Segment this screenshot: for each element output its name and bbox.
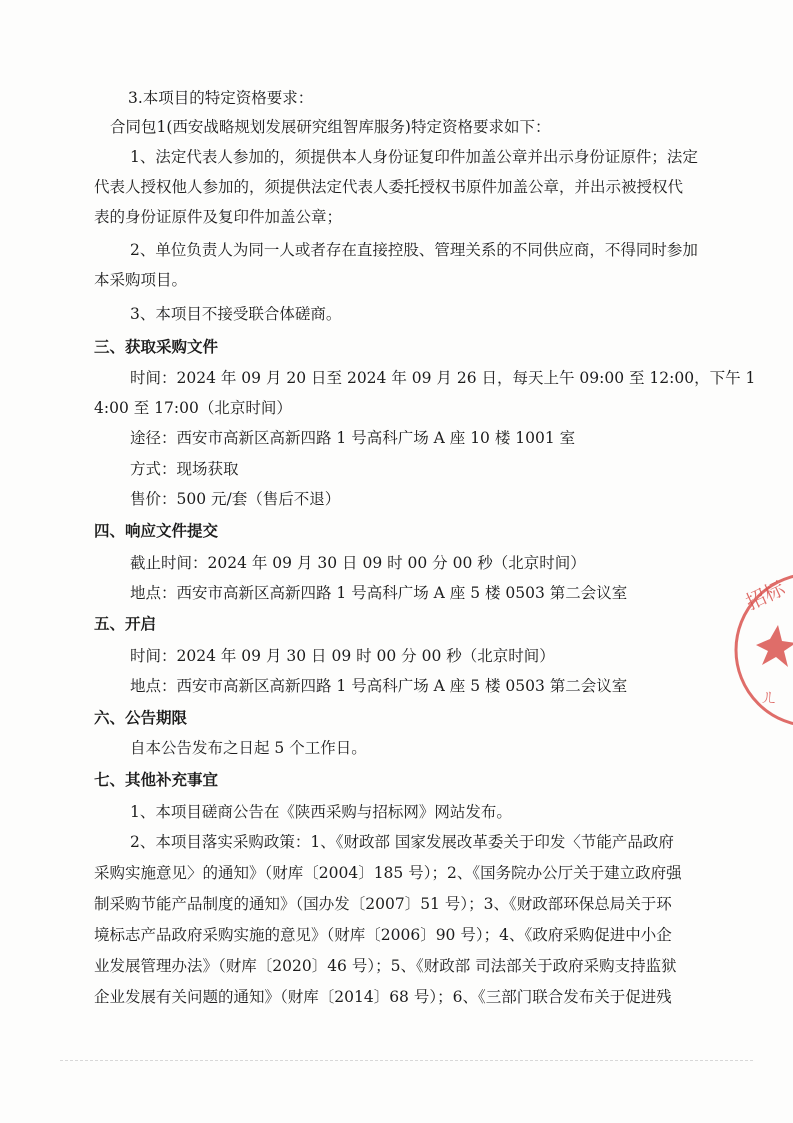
section-3-heading: 三、获取采购文件 — [94, 338, 219, 356]
sec7-item1: 1、本项目磋商公告在《陕西采购与招标网》网站发布。 — [130, 803, 512, 821]
sec3-method: 方式：现场获取 — [130, 460, 239, 478]
section-6-heading: 六、公告期限 — [94, 709, 188, 727]
section-7-heading: 七、其他补充事宜 — [94, 771, 219, 789]
sec7-item2-line2: 采购实施意见〉的通知》（财库〔2004〕185 号）；2、《国务院办公厅关于建立政府强 — [94, 864, 682, 882]
sec5-location: 地点：西安市高新区高新四路 1 号高科广场 A 座 5 楼 0503 第二会议室 — [130, 677, 628, 695]
seal-star-icon — [756, 625, 793, 667]
sec3-price: 售价：500 元/套（售后不退） — [130, 490, 341, 508]
sec5-time: 时间：2024 年 09 月 30 日 09 时 00 分 00 秒（北京时间） — [130, 647, 555, 665]
qual-item1-line3: 表的身份证原件及复印件加盖公章； — [94, 208, 343, 226]
section-5-heading: 五、开启 — [94, 615, 157, 633]
sec4-location: 地点：西安市高新区高新四路 1 号高科广场 A 座 5 楼 0503 第二会议室 — [130, 584, 628, 602]
sec7-item2-line6: 企业发展有关问题的通知》（财库〔2014〕68 号）；6、《三部门联合发布关于促进残 — [94, 988, 672, 1006]
qual-item2-line1: 2、单位负责人为同一人或者存在直接控股、管理关系的不同供应商，不得同时参加 — [130, 241, 698, 259]
qual-intro: 合同包1(西安战略规划发展研究组智库服务)特定资格要求如下： — [110, 118, 551, 136]
sec7-item2-line5: 业发展管理办法》（财库〔2020〕46 号）；5、《财政部 司法部关于政府采购支持监狱 — [94, 957, 677, 975]
sec3-route: 途径：西安市高新区高新四路 1 号高科广场 A 座 10 楼 1001 室 — [130, 429, 576, 447]
qual-heading: 3.本项目的特定资格要求： — [128, 89, 314, 107]
sec7-item2-line1: 2、本项目落实采购政策：1、《财政部 国家发展改革委关于印发〈节能产品政府 — [130, 833, 674, 851]
sec7-item2-line4: 境标志产品政府采购实施的意见》（财库〔2006〕90 号）；4、《政府采购促进中小企 — [94, 926, 672, 944]
section-4-heading: 四、响应文件提交 — [94, 522, 219, 540]
sec3-time-line2: 4:00 至 17:00（北京时间） — [94, 399, 292, 417]
sec6-text: 自本公告发布之日起 5 个工作日。 — [130, 739, 367, 757]
seal-text-bottom: ㄦ — [760, 687, 778, 708]
qual-item1-line2: 代表人授权他人参加的，须提供法定代表人委托授权书原件加盖公章，并出示被授权代 — [94, 178, 684, 196]
sec3-time-line1: 时间：2024 年 09 月 20 日至 2024 年 09 月 26 日，每天上午 09:00 至 12:00，下午 1 — [130, 369, 756, 387]
page-bottom-rule — [60, 1060, 753, 1062]
sec4-deadline: 截止时间：2024 年 09 月 30 日 09 时 00 分 00 秒（北京时间） — [130, 554, 586, 572]
qual-item1-line1: 1、法定代表人参加的，须提供本人身份证复印件加盖公章并出示身份证原件；法定 — [130, 148, 698, 166]
qual-item3: 3、本项目不接受联合体磋商。 — [130, 305, 342, 323]
sec7-item2-line3: 制采购节能产品制度的通知》（国办发〔2007〕51 号）；3、《财政部环保总局关于环 — [94, 895, 672, 913]
company-seal — [730, 565, 793, 735]
qual-item2-line2: 本采购项目。 — [94, 271, 188, 289]
seal-text-top: 招标 — [741, 575, 789, 615]
